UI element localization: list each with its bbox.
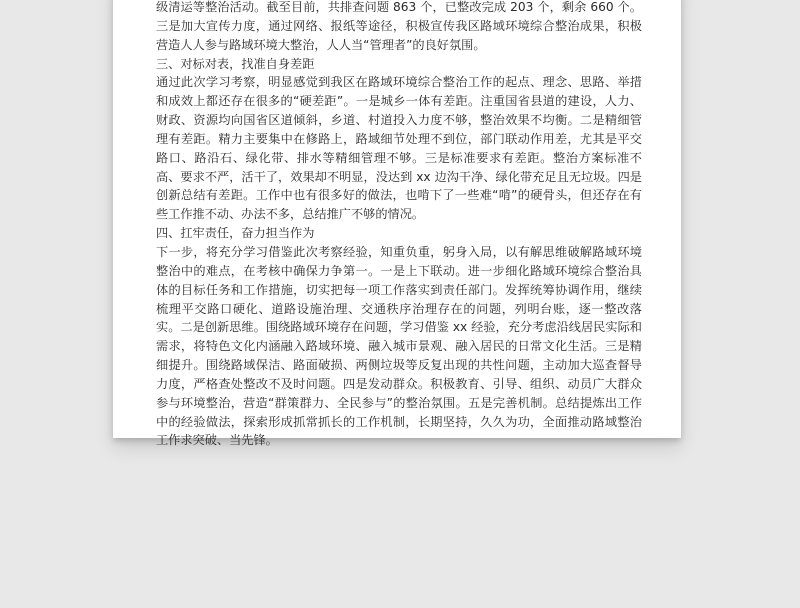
paragraph-gaps: 通过此次学习考察，明显感觉到我区在路域环境综合整治工作的起点、理念、思路、举措和成效上都还存在很多的“硬差距”。一是城乡一体有差距。注重国省县道的建设，人力、财政、资源均向国省区道倾斜，乡道、村道投入力度不够，整治效果不均衡。二是精细管理有差距。精力主要集中在修路上，路域细节处理不到位，部门联动作用差，尤其是平交路口、路沿石、绿化带、排水等精细管理不够。三是标准要求有差距。整治方案标准不高、要求不严，活干了，效果却不明显，没达到 xx 边沟干净、绿化带充足且无垃圾。四是创新总结有差距。工作中也有很多好的做法，也啃下了一些难“啃”的硬骨头，但还存在有些工作推不动、办法不多，总结推广不够的情况。 [156,75,642,222]
section-heading-3: 三、对标对表，找准自身差距 [156,56,315,71]
document-page [113,0,681,448]
section-heading-4: 四、扛牢责任，奋力担当作为 [156,226,315,241]
document-body [156,0,642,450]
paragraph-next-steps: 下一步，将充分学习借鉴此次考察经验，知重负重，躬身入局，以有解思维破解路域环境整治中的难点，在考核中确保力争第一。一是上下联动。进一步细化路域环境综合整治具体的目标任务和工作措施，切实把每一项工作落实到责任部门。发挥统筹协调作用，继续梳理平交路口硬化、道路设施治理、交通秩序治理存在的问题，列明台账，逐一整改落实。二是创新思维。围绕路域环境存在问题，学习借鉴 xx 经验，充分考虑沿线居民实际和需求，将特色文化内涵融入路域环境、融入城市景观、融入居民的日常文化生活。三是精细提升。围绕路域保洁、路面破损、两侧垃圾等反复出现的共性问题，主动加大巡查督导力度，严格查处整改不及时问题。四是发动群众。积极教育、引导、组织、动员广大群众参与环境整治，营造“群策群力、全民参与”的整治氛围。五是完善机制。总结提炼出工作中的经验做法，探索形成抓常抓长的工作机制，长期坚持，久久为功，全面推动路域整治工作求突破、当先锋。 [156,244,642,448]
paragraph-continuation: 级清运等整治活动。截至目前，共排查问题 863 个，已整改完成 203 个，剩余 660 个。三是加大宣传力度，通过网络、报纸等途径，积极宣传我区路域环境综合整治成果，积极营造人人参与路域环境大整治，人人当“管理者”的良好氛围。 [156,0,642,52]
